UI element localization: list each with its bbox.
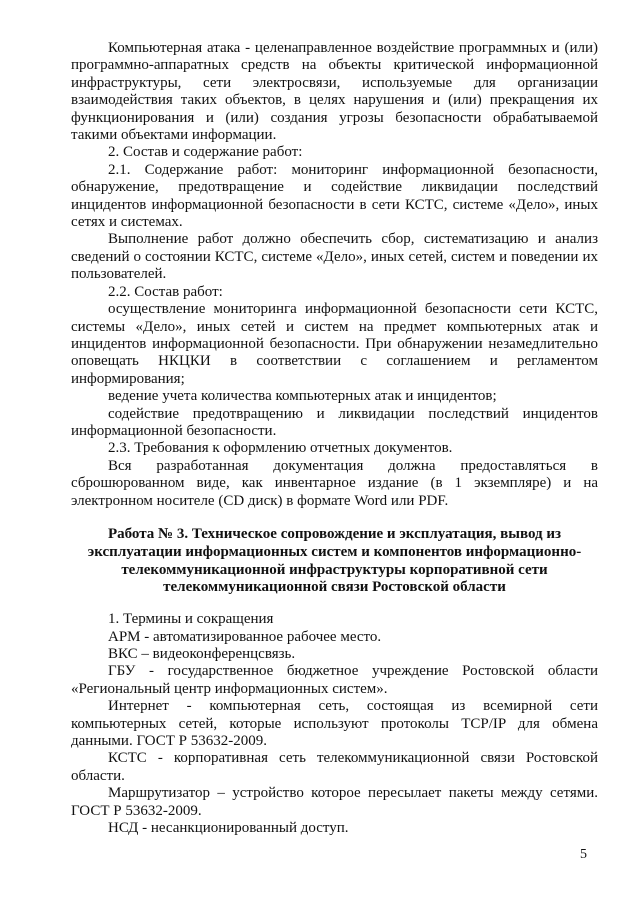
paragraph-2-2-title: 2.2. Состав работ: [108,283,223,300]
paragraph-2-3-title: 2.3. Требования к оформлению отчетных документов. [108,440,453,457]
paragraph-2-1-content: 2.1. Содержание работ: мониторинг информационной безопасности, обнаружение, предотвращение и содействие ликвидации последствий инцидентов информационной безопасности в сети КСТС, системе «Дело», иных сетях и системах. [71,161,598,231]
paragraph-term-arm: АРМ - автоматизированное рабочее место. [108,628,382,645]
paragraph-work-execution: Выполнение работ должно обеспечить сбор, систематизацию и анализ сведений о состоянии КСТС, системе «Дело», иных сетей, систем и поведении их пользователей. [71,231,598,283]
paragraph-computer-attack: Компьютерная атака - целенаправленное воздействие программных и (или) программно-аппаратных средств на объекты критической информационной инфраструктуры, сети электросвязи, используемые для организации взаимодействия таких объектов, в целях нарушения и (или) прекращения их функционирования и (или) создания угрозы безопасности обрабатываемой такими объектами информации. [71,40,598,144]
paragraph-section-2-title: 2. Состав и содержание работ: [108,144,303,161]
paragraph-assistance: содействие предотвращению и ликвидации последствий инцидентов информационной безопасности. [71,405,598,439]
paragraph-term-ksts: КСТС - корпоративная сеть телекоммуникационной связи Ростовской области. [71,750,598,784]
paragraph-terms-title: 1. Термины и сокращения [108,611,274,628]
paragraph-term-vks: ВКС – видеоконференцсвязь. [108,645,296,662]
paragraph-term-gbu: ГБУ - государственное бюджетное учреждение Ростовской области «Региональный центр информационных систем». [71,663,598,697]
document-page [71,40,598,837]
paragraph-documentation: Вся разработанная документация должна предоставляться в сброшюрованном виде, как инвентарное издание (в 1 экземпляре) и на электронном носителе (CD диск) в формате Word или PDF. [71,457,598,509]
paragraph-accounting: ведение учета количества компьютерных атак и инцидентов; [108,388,497,405]
spacer [71,510,598,526]
paragraph-monitoring: осуществление мониторинга информационной безопасности сети КСТС, системы «Дело», иных сетей и систем на предмет компьютерных атак и инцидентов информационной безопасности. При обнаружении незамедлительно оповещать НКЦКИ в соответствии с соглашением и регламентом информирования; [71,301,598,387]
paragraph-term-nsd: НСД - несанкционированный доступ. [108,820,349,837]
page-number: 5 [580,847,587,862]
paragraph-term-internet: Интернет - компьютерная сеть, состоящая из всемирной сети компьютерных сетей, которые используют протоколы TCP/IP для обмена данными. ГОСТ Р 53632-2009. [71,698,598,749]
section-heading: Работа № 3. Техническое сопровождение и эксплуатация, вывод из эксплуатации информационных систем и компонентов информационно-телекоммуникационной инфраструктуры корпоративной сети телекоммуникационной связи Ростовской области [87,525,582,596]
paragraph-term-router: Маршрутизатор – устройство которое пересылает пакеты между сетями. ГОСТ Р 53632-2009. [71,785,598,819]
spacer [71,597,598,611]
